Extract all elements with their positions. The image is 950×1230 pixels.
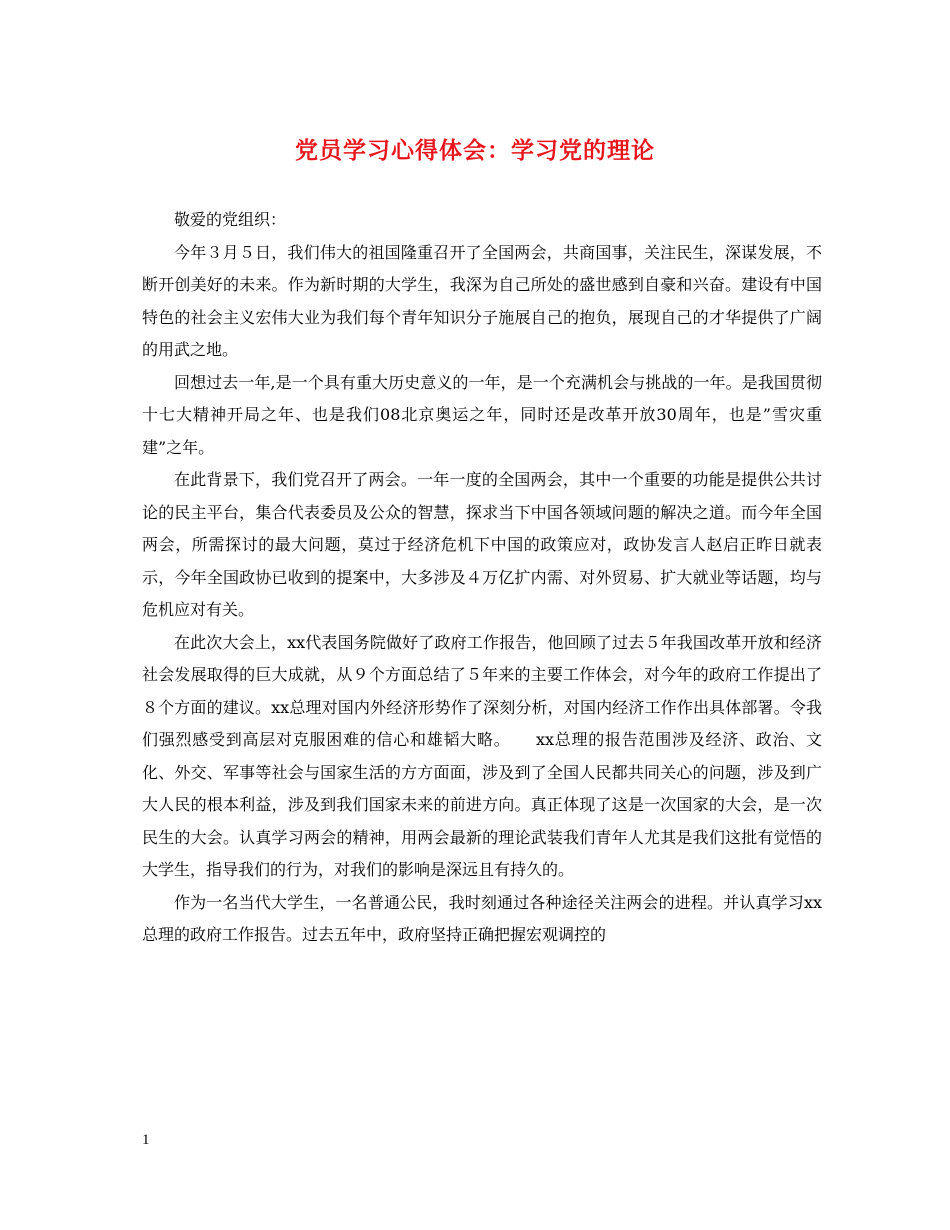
document-title: 党员学习心得体会：学习党的理论 [295,137,655,164]
page-number: 1 [142,1132,150,1148]
paragraph: 在此次大会上，xx代表国务院做好了政府工作报告，他回顾了过去５年我国改革开放和经济社会发展取得的巨大成就，从９个方面总结了５年来的主要工作体会，对今年的政府工作提出了８个方面的建议。xx总理对国内外经济形势作了深刻分析，对国内经济工作作出具体部署。令我们强烈感受到高层对克服困难的信心和雄韬大略。 xx总理的报告范围涉及经济、政治、文化、外交、军事等社会与国家生活的方方面面，涉及到了全国人民都共同关心的问题，涉及到广大人民的根本利益，涉及到我们国家未来的前进方向。真正体现了这是一次国家的大会，是一次民生的大会。认真学习两会的精神，用两会最新的理论武装我们青年人尤其是我们这批有觉悟的大学生，指导我们的行为，对我们的影响是深远且有持久的。 [142,632,822,879]
salutation: 敬爱的党组织： [174,210,287,229]
paragraph: 在此背景下，我们党召开了两会。一年一度的全国两会，其中一个重要的功能是提供公共讨论的民主平台，集合代表委员及公众的智慧，探求当下中国各领域问题的解决之道。而今年全国两会，所需探讨的最大问题，莫过于经济危机下中国的政策应对，政协发言人赵启正昨日就表示，今年全国政协已收到的提案中，大多涉及４万亿扩内需、对外贸易、扩大就业等话题，均与危机应对有关。 [142,470,822,619]
paragraph: 回想过去一年,是一个具有重大历史意义的一年，是一个充满机会与挑战的一年。是我国贯彻十七大精神开局之年、也是我们08北京奥运之年，同时还是改革开放30周年，也是”雪灾重建”之年。 [142,372,822,457]
paragraph: 今年３月５日，我们伟大的祖国隆重召开了全国两会，共商国事，关注民生，深谋发展，不断开创美好的未来。作为新时期的大学生，我深为自己所处的盛世感到自豪和兴奋。建设有中国特色的社会主义宏伟大业为我们每个青年知识分子施展自己的抱负，展现自己的才华提供了广阔的用武之地。 [142,242,822,359]
paragraph: 作为一名当代大学生，一名普通公民，我时刻通过各种途径关注两会的进程。并认真学习xx总理的政府工作报告。过去五年中，政府坚持正确把握宏观调控的 [142,892,822,944]
document-body [142,204,822,952]
